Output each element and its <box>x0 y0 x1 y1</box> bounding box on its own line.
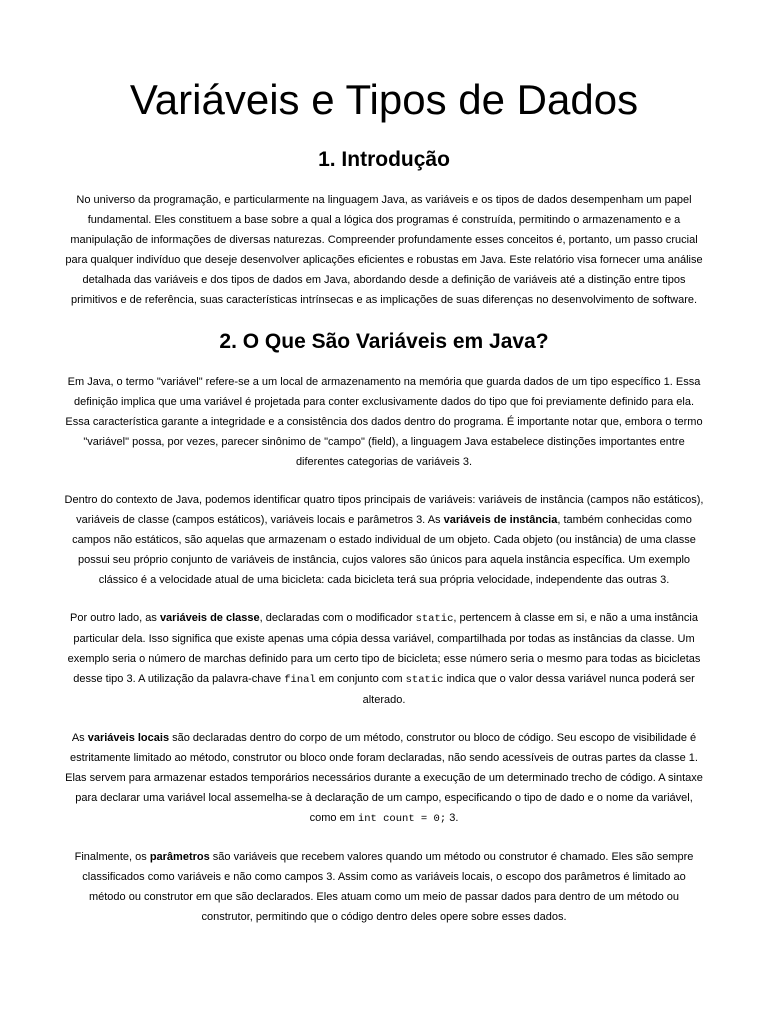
section-heading-introducao: 1. Introdução <box>318 148 450 171</box>
paragraph-parametros <box>64 847 704 927</box>
bold-term-variaveis-classe: variáveis de classe <box>159 612 260 624</box>
section-heading-variaveis-java: 2. O Que São Variáveis em Java? <box>219 330 549 353</box>
bold-term-parametros: parâmetros <box>149 851 210 863</box>
code-int-count: int count = 0; <box>357 813 447 825</box>
text-run: Finalmente, os <box>74 851 150 863</box>
code-final: final <box>284 674 316 686</box>
text-run: Em Java, o termo "variável" refere-se a um local de armazenamento na memória que guarda dados de um tipo específico 1. Essa definição implica que uma variável é projetada para conter exclusivamente dados do tipo que foi previamente definido para ela. Essa característica garante a integridade e a consistência dos dados dentro do programa. É importante notar que, embora o termo "variável" possa, por vezes, parecer sinônimo de "campo" (field), a linguagem Java estabelece distinções importantes entre diferentes categorias de variáveis 3. <box>65 376 703 468</box>
text-run: Por outro lado, as <box>70 612 160 624</box>
document-title: Variáveis e Tipos de Dados <box>129 76 639 123</box>
text-run: , declaradas com o modificador <box>259 612 416 624</box>
bold-term-variaveis-instancia: variáveis de instância <box>443 514 558 526</box>
paragraph-definicao-variavel <box>64 372 704 472</box>
text-run: Dentro do contexto de Java, podemos identificar quatro tipos principais de variáveis: variáveis de instância (campos não estáticos), variáveis de classe (campos estáticos), variáveis locais e parâmetros 3. As <box>64 494 704 526</box>
paragraph-variaveis-classe <box>64 608 704 710</box>
text-run: , pertencem à classe em si, e não a uma instância particular dela. Isso significa que existe apenas uma cópia dessa variável, compartilhada por todas as instâncias da classe. Um exemplo seria o número de marchas definido para um certo tipo de bicicleta; esse número seria o mesmo para todas as bicicletas desse tipo 3. A utilização da palavra-chave <box>67 612 701 685</box>
bold-term-variaveis-locais: variáveis locais <box>87 732 170 744</box>
text-run: As <box>71 732 88 744</box>
text-run: No universo da programação, e particularmente na linguagem Java, as variáveis e os tipos de dados desempenham um papel fundamental. Eles constituem a base sobre a qual a lógica dos programas é construída, permitindo o armazenamento e a manipulação de informações de diversas naturezas. Compreender profundamente esses conceitos é, portanto, um passo crucial para qualquer indivíduo que deseje desenvolver aplicações eficientes e robustas em Java. Este relatório visa fornecer uma análise detalhada das variáveis e dos tipos de dados em Java, abordando desde a definição de variáveis até a distinção entre tipos primitivos e de referência, suas características intrínsecas e as implicações de suas diferenças no desenvolvimento de software. <box>65 194 703 306</box>
code-static: static <box>405 674 444 686</box>
paragraph-variaveis-locais <box>64 728 704 829</box>
text-run: em conjunto com <box>315 673 406 685</box>
text-run: são declaradas dentro do corpo de um método, construtor ou bloco de código. Seu escopo de visibilidade é estritamente limitado ao método, construtor ou bloco onde foram declaradas, não sendo acessíveis de outras partes da classe 1. Elas servem para armazenar estados temporários necessários durante a execução de um determinado trecho de código. A sintaxe para declarar uma variável local assemelha-se à declaração de um campo, especificando o tipo de dado e o nome da variável, como em <box>65 732 703 824</box>
text-run: 3. <box>446 812 459 824</box>
paragraph-introducao <box>64 190 704 310</box>
text-run: são variáveis que recebem valores quando um método ou construtor é chamado. Eles são sempre classificados como variáveis e não como campos 3. Assim como as variáveis locais, o escopo dos parâmetros é limitado ao método ou construtor em que são declarados. Eles atuam como um meio de passar dados para dentro de um método ou construtor, permitindo que o código dentro deles opere sobre esses dados. <box>82 851 694 923</box>
paragraph-variaveis-instancia <box>64 490 704 590</box>
text-run: indica que o valor dessa variável nunca poderá ser alterado. <box>362 673 695 706</box>
text-run: , também conhecidas como campos não estáticos, são aquelas que armazenam o estado individual de um objeto. Cada objeto (ou instância) de uma classe possui seu próprio conjunto de variáveis de instância, cujos valores são únicos para aquela instância específica. Um exemplo clássico é a velocidade atual de uma bicicleta: cada bicicleta terá sua própria velocidade, independente das outras 3. <box>72 514 696 586</box>
code-static: static <box>415 613 454 625</box>
